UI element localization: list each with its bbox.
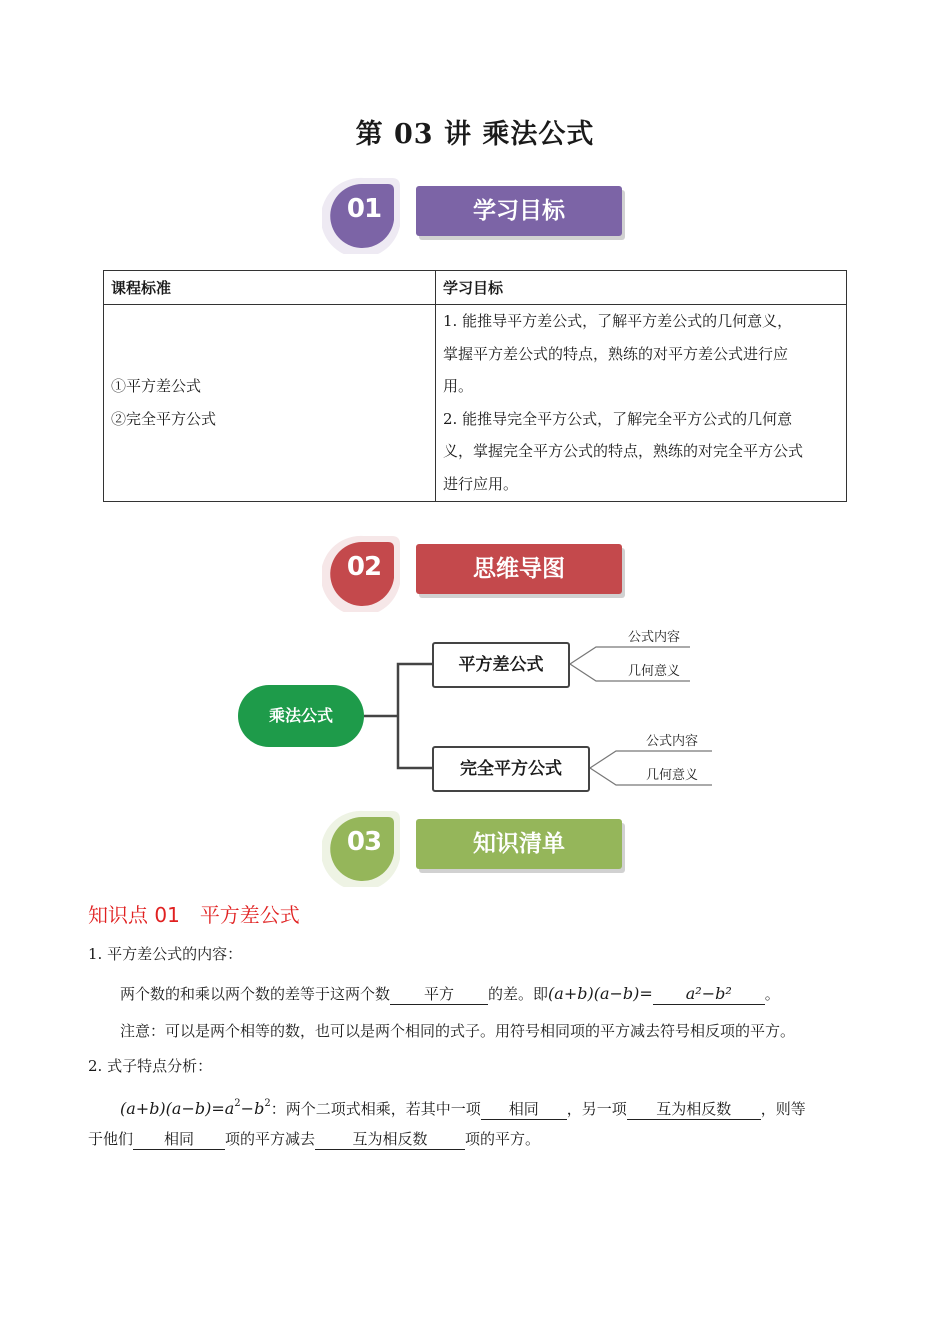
section-label: 知识清单	[416, 819, 622, 869]
objective-line: 1. 能推导平方差公式，了解平方差公式的几何意义，	[443, 312, 793, 330]
formula: (a+b)(a−b)=	[548, 984, 653, 1003]
section-banner-03	[322, 809, 632, 887]
formula: $(a+b)(a-b)=a^2-b^2$	[120, 1098, 271, 1118]
knowledge-point-name: 平方差公式	[199, 903, 300, 927]
knowledge-point-title	[88, 899, 300, 928]
knowledge-point-number: 知识点 01	[88, 903, 180, 927]
objective-line: 2. 能推导完全平方公式，了解完全平方公式的几何意	[443, 409, 793, 428]
section-banner-01	[322, 176, 632, 254]
fill-blank: 互为相反数	[627, 1099, 761, 1120]
fill-blank: 平方	[390, 984, 488, 1005]
header-standards: 课程标准	[104, 271, 436, 305]
item2-text: 项的平方。	[465, 1130, 541, 1148]
item1-content	[120, 982, 780, 1006]
objective-line: 用。	[443, 377, 474, 396]
goals-table	[103, 270, 847, 502]
objectives-cell	[436, 305, 847, 502]
objective-line: 掌握平方差公式的特点，熟练的对平方差公式进行应	[443, 344, 789, 363]
section-number: 02	[346, 552, 382, 582]
item2-content-line2	[88, 1127, 540, 1151]
table-row	[104, 305, 847, 502]
item2-text: ，另一项	[566, 1100, 627, 1118]
section-label: 学习目标	[416, 186, 622, 236]
mind-map-root: 乘法公式	[238, 685, 364, 747]
standards-cell	[104, 305, 436, 502]
note-text: 注意：可以是两个相等的数，也可以是两个相同的式子。用符号相同项的平方减去符号相反项的平方。	[120, 1022, 796, 1040]
item2-heading: 2. 式子特点分析：	[88, 1057, 213, 1075]
page-title: 第 03 讲 乘法公式	[355, 119, 595, 150]
fill-blank: a²−b²	[653, 984, 765, 1005]
item1-text: 。	[764, 985, 780, 1003]
header-objectives: 学习目标	[436, 271, 847, 305]
table-header-row	[104, 271, 847, 305]
mind-map-leaf: 几何意义	[646, 768, 699, 783]
section-number: 01	[346, 194, 382, 224]
mind-map-leaf: 几何意义	[628, 664, 681, 679]
item2-text: ：两个二项式相乘，若其中一项	[270, 1100, 481, 1118]
objective-line: 进行应用。	[443, 474, 519, 493]
section-label: 思维导图	[416, 544, 622, 594]
mind-map-leaf: 公式内容	[628, 630, 681, 645]
standard-item: ①平方差公式	[111, 377, 202, 396]
fill-blank: 相同	[133, 1129, 225, 1150]
item2-content	[120, 1092, 806, 1121]
mind-map	[230, 615, 730, 805]
item1-heading: 1. 平方差公式的内容：	[88, 945, 243, 963]
standard-item: ②完全平方公式	[111, 409, 217, 428]
mind-map-branch: 完全平方公式	[432, 746, 590, 792]
item1-text: 两个数的和乘以两个数的差等于这两个数	[120, 985, 391, 1003]
fill-blank: 互为相反数	[315, 1129, 465, 1150]
item2-text: 项的平方减去	[225, 1130, 316, 1148]
item2-text: 于他们	[88, 1130, 134, 1148]
objective-line: 义，掌握完全平方公式的特点，熟练的对完全平方公式	[443, 442, 804, 461]
section-banner-02	[322, 534, 632, 612]
fill-blank: 相同	[481, 1099, 567, 1120]
mind-map-branch: 平方差公式	[432, 642, 570, 688]
section-number: 03	[346, 827, 382, 857]
mind-map-leaf: 公式内容	[646, 734, 699, 749]
item2-text: ，则等	[760, 1100, 806, 1118]
item1-text: 的差。即	[488, 985, 549, 1003]
